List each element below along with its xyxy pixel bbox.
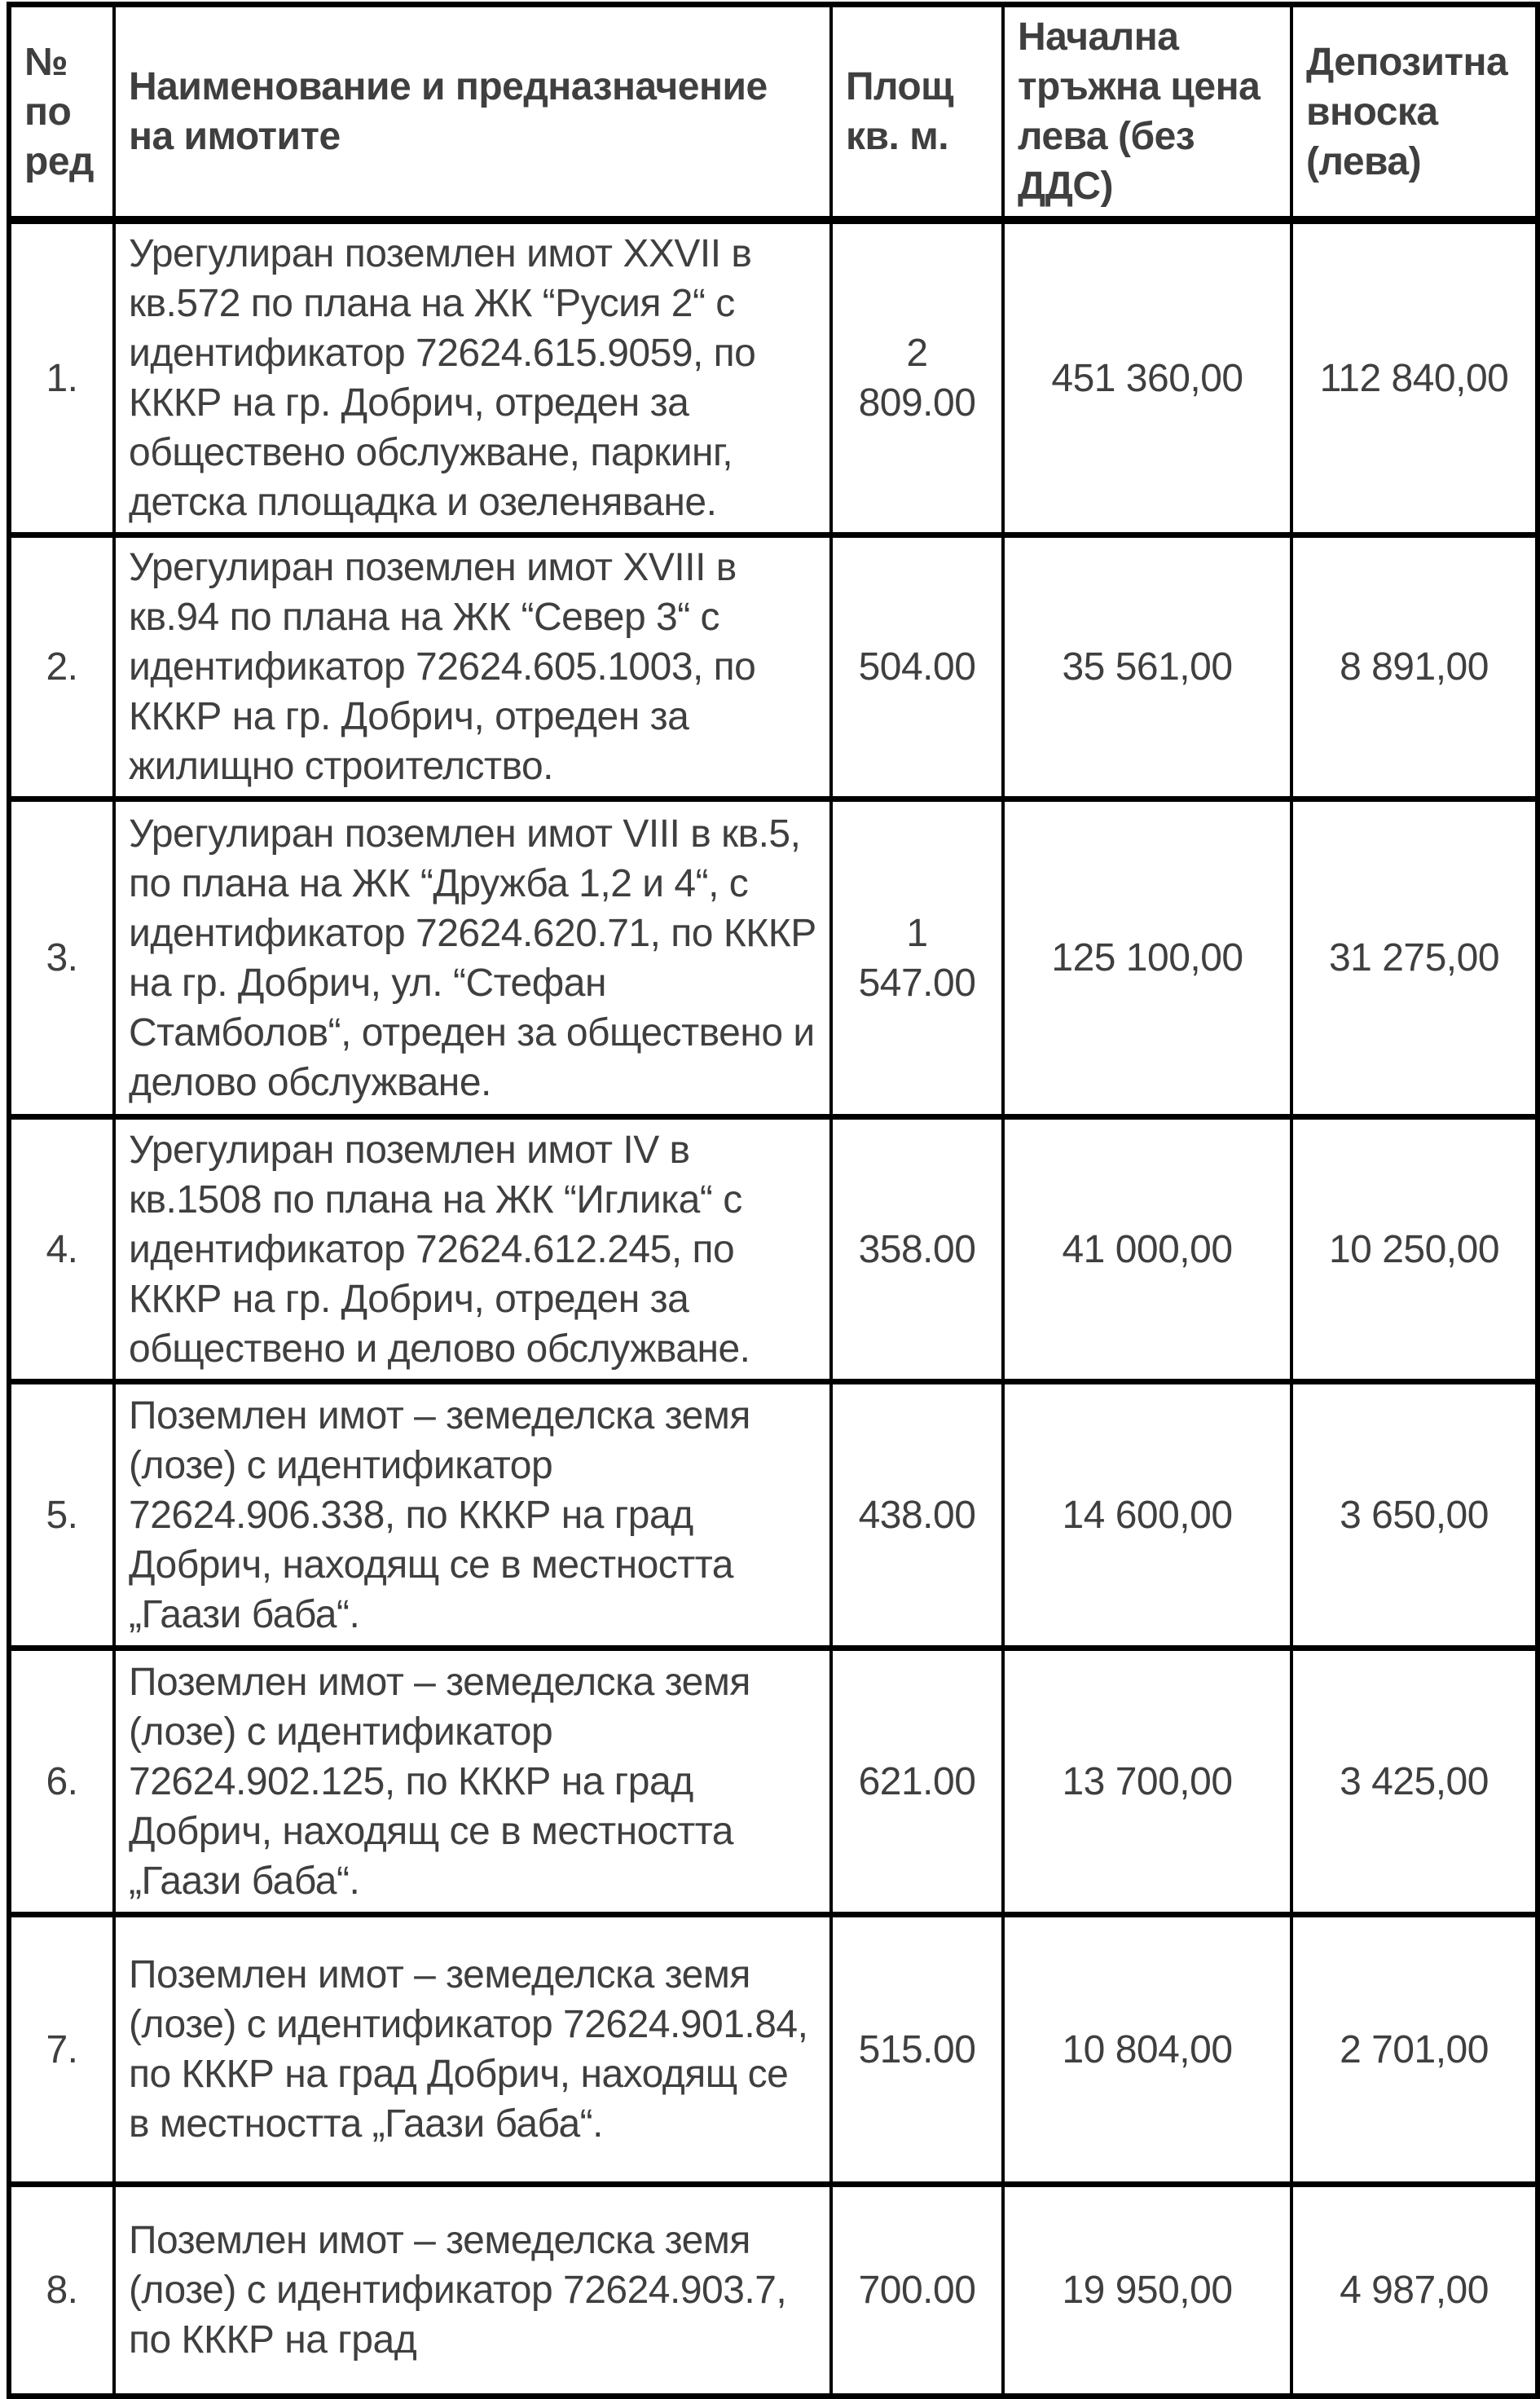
row-price: 35 561,00: [1003, 535, 1291, 799]
row-price: 10 804,00: [1003, 1915, 1291, 2185]
row-price: 41 000,00: [1003, 1117, 1291, 1382]
row-description: Урегулиран поземлен имот XXVII в кв.572 по плана на ЖК “Русия 2“ с идентификатор 72624.615.9059, по КККР на гр. Добрич, отреден за обществено обслужване, паркинг, детска площадка и озеленяване.: [114, 220, 831, 535]
row-price: 13 700,00: [1003, 1648, 1291, 1915]
row-area: 621.00: [831, 1648, 1003, 1915]
row-area: 2 809.00: [831, 220, 1003, 535]
row-price: 19 950,00: [1003, 2185, 1291, 2397]
row-area: 700.00: [831, 2185, 1003, 2397]
properties-auction-table: [7, 2, 1540, 2399]
row-area: 515.00: [831, 1915, 1003, 2185]
row-number: 6.: [9, 1648, 114, 1915]
row-area: 358.00: [831, 1117, 1003, 1382]
row-description: Поземлен имот – земеделска земя (лозе) с идентификатор 72624.902.125, по КККР на град Добрич, находящ се в местността „Гаази баба“.: [114, 1648, 831, 1915]
header-deposit: Депозитна вноска (лева): [1291, 5, 1538, 221]
header-number: № по ред: [9, 5, 114, 221]
row-description: Урегулиран поземлен имот IV в кв.1508 по плана на ЖК “Иглика“ с идентификатор 72624.612.245, по КККР на гр. Добрич, отреден за обществено и делово обслужване.: [114, 1117, 831, 1382]
row-description: Поземлен имот – земеделска земя (лозе) с идентификатор 72624.906.338, по КККР на град Добрич, находящ се в местността „Гаази баба“.: [114, 1382, 831, 1648]
row-deposit: 31 275,00: [1291, 799, 1538, 1117]
row-description: Урегулиран поземлен имот XVIII в кв.94 по плана на ЖК “Север 3“ с идентификатор 72624.605.1003, по КККР на гр. Добрич, отреден за жилищно строителство.: [114, 535, 831, 799]
row-description: Поземлен имот – земеделска земя (лозе) с идентификатор 72624.903.7, по КККР на град: [114, 2185, 831, 2397]
header-row: [9, 5, 1538, 221]
row-price: 125 100,00: [1003, 799, 1291, 1117]
table-row: [9, 1382, 1538, 1648]
table-row: [9, 1648, 1538, 1915]
header-description: Наименование и предназначение на имотите: [114, 5, 831, 221]
row-number: 2.: [9, 535, 114, 799]
header-price: Начална тръжна цена лева (без ДДС): [1003, 5, 1291, 221]
row-deposit: 2 701,00: [1291, 1915, 1538, 2185]
row-deposit: 10 250,00: [1291, 1117, 1538, 1382]
row-number: 1.: [9, 220, 114, 535]
table-row: [9, 1117, 1538, 1382]
row-price: 14 600,00: [1003, 1382, 1291, 1648]
row-deposit: 8 891,00: [1291, 535, 1538, 799]
table-row: [9, 799, 1538, 1117]
row-price: 451 360,00: [1003, 220, 1291, 535]
header-area: Площ кв. м.: [831, 5, 1003, 221]
row-number: 3.: [9, 799, 114, 1117]
table-row: [9, 220, 1538, 535]
row-area: 1 547.00: [831, 799, 1003, 1117]
row-deposit: 3 425,00: [1291, 1648, 1538, 1915]
table-row: [9, 535, 1538, 799]
row-deposit: 4 987,00: [1291, 2185, 1538, 2397]
row-description: Поземлен имот – земеделска земя (лозе) с идентификатор 72624.901.84, по КККР на град Добрич, находящ се в местността „Гаази баба“.: [114, 1915, 831, 2185]
table-row: [9, 1915, 1538, 2185]
row-area: 504.00: [831, 535, 1003, 799]
table-row: [9, 2185, 1538, 2397]
row-number: 5.: [9, 1382, 114, 1648]
row-number: 7.: [9, 1915, 114, 2185]
row-deposit: 3 650,00: [1291, 1382, 1538, 1648]
row-number: 4.: [9, 1117, 114, 1382]
row-area: 438.00: [831, 1382, 1003, 1648]
row-number: 8.: [9, 2185, 114, 2397]
row-deposit: 112 840,00: [1291, 220, 1538, 535]
row-description: Урегулиран поземлен имот VIII в кв.5, по плана на ЖК “Дружба 1,2 и 4“, с идентификатор 72624.620.71, по КККР на гр. Добрич, ул. “Стефан Стамболов“, отреден за обществено и делово обслужване.: [114, 799, 831, 1117]
